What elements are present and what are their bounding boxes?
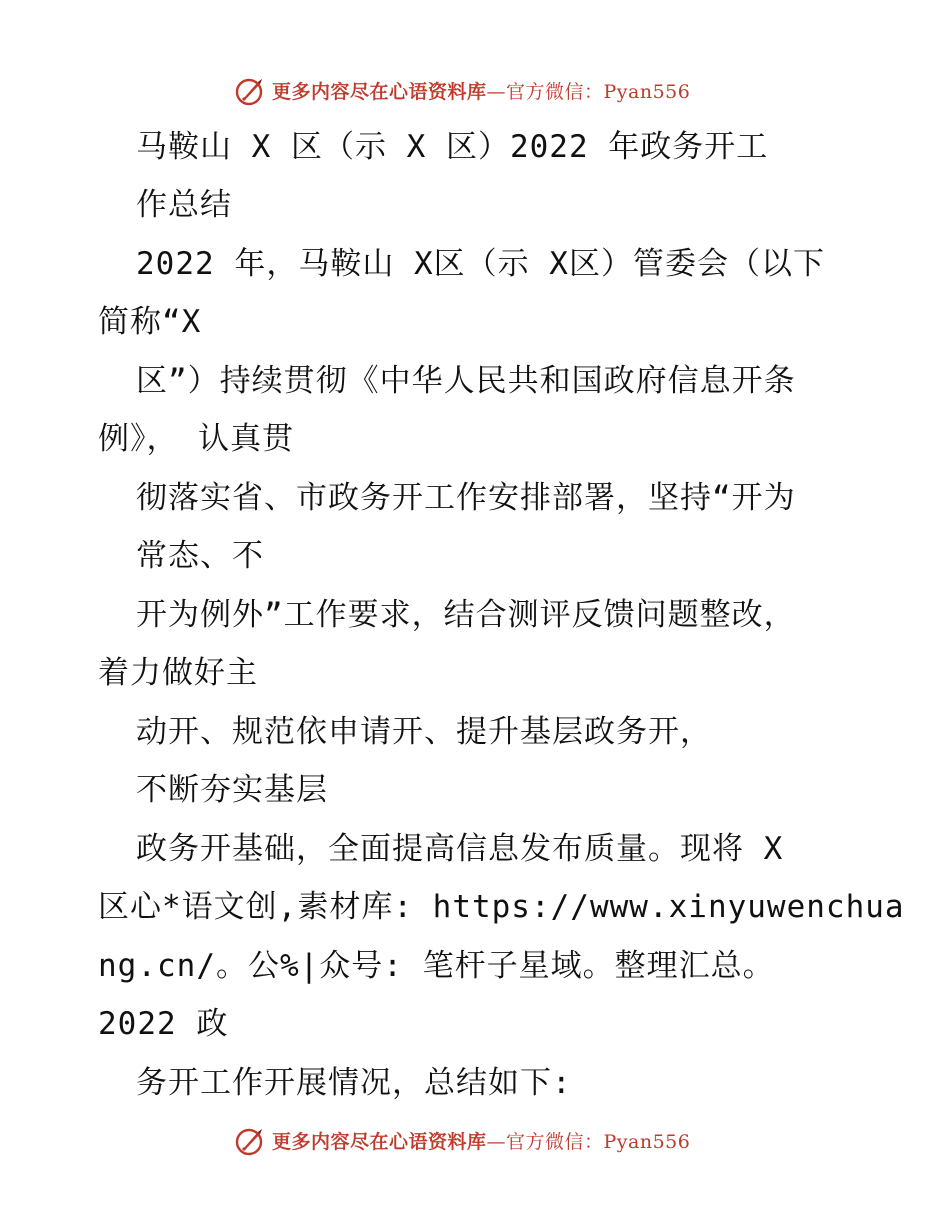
watermark-header — [234, 72, 690, 108]
watermark-footer — [234, 1122, 690, 1158]
doc-line-5: 区”）持续贯彻《中华人民共和国政府信息开条 — [136, 363, 796, 399]
watermark-brand-text: 更多内容尽在心语资料库 — [272, 1130, 487, 1153]
doc-title-line-1: 马鞍山 X 区（示 X 区）2022 年政务开工 — [136, 129, 769, 165]
doc-line-13: 政务开基础，全面提高信息发布质量。现将 X — [136, 831, 784, 867]
doc-line-8: 常态、不 — [136, 538, 264, 574]
doc-line-9: 开为例外”工作要求，结合测评反馈问题整改， — [136, 597, 796, 633]
pen-circle-logo-icon — [234, 73, 268, 107]
pen-circle-logo-icon — [234, 1123, 268, 1157]
doc-line-3: 2022 年，马鞍山 X区（示 X区）管委会（以下 — [136, 246, 825, 282]
doc-title-line-2: 作总结 — [136, 187, 232, 223]
doc-line-10: 着力做好主 — [98, 655, 258, 691]
doc-line-14: 区心*语文创,素材库: https://www.xinyuwenchua — [98, 889, 905, 925]
doc-line-17: 务开工作开展情况，总结如下: — [136, 1065, 572, 1101]
doc-line-6: 例》， 认真贯 — [98, 421, 295, 457]
watermark-brand-text: 更多内容尽在心语资料库 — [272, 80, 487, 103]
doc-line-4: 简称“X — [98, 304, 202, 340]
doc-line-16: 2022 政 — [98, 1006, 229, 1042]
doc-line-12: 不断夯实基层 — [136, 772, 328, 808]
doc-line-11: 动开、规范依申请开、提升基层政务开， — [136, 714, 712, 750]
watermark-contact-text: —官方微信：Pyan556 — [486, 80, 691, 103]
doc-line-7: 彻落实省、市政务开工作安排部署，坚持“开为 — [136, 480, 796, 516]
watermark-contact-text: —官方微信：Pyan556 — [486, 1130, 691, 1153]
doc-line-15: ng.cn/。公%|众号: 笔杆子星域。整理汇总。 — [98, 948, 775, 984]
